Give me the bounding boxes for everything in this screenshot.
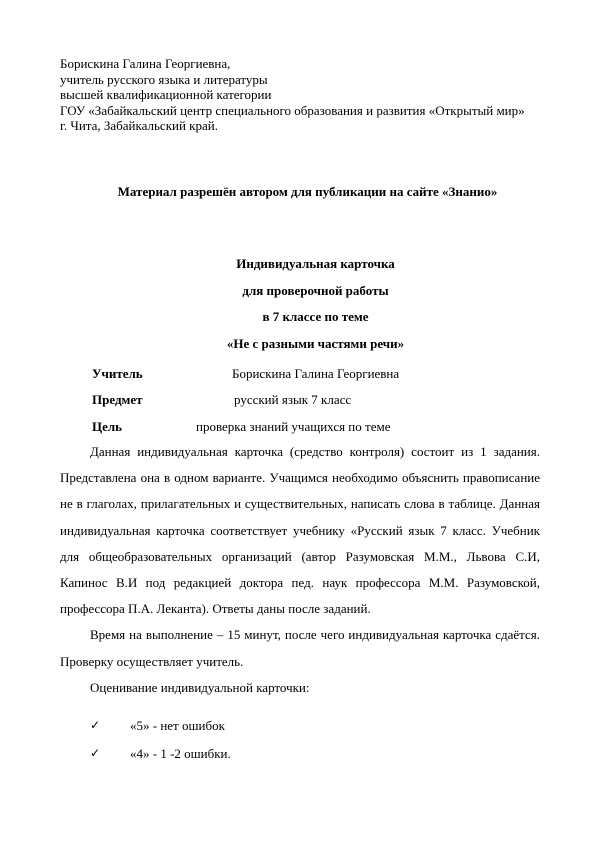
teacher-label: Учитель <box>92 366 143 381</box>
teacher-value: Борискина Галина Георгиевна <box>232 366 400 381</box>
description <box>60 439 540 701</box>
author-organization: ГОУ «Забайкальский центр специального образования и развития «Открытый мир» <box>60 102 525 118</box>
grading-item-text: «4» - 1 -2 ошибки. <box>130 746 231 761</box>
subject-label: Предмет <box>92 392 143 407</box>
title-line-4: «Не с разными частями речи» <box>226 335 405 351</box>
check-icon: ✓ <box>90 746 101 760</box>
publication-permission: Материал разрешён автором для публикации на сайте «Знанио» <box>117 184 498 199</box>
author-name: Борискина Галина Георгиевна, <box>60 56 231 71</box>
author-position: учитель русского языка и литературы <box>60 71 268 87</box>
title-line-2: для проверочной работы <box>242 282 389 298</box>
grading-item-text: «5» - нет ошибок <box>130 718 225 733</box>
grading-heading: Оценивание индивидуальной карточки: <box>90 679 310 695</box>
goal-label: Цель <box>92 419 123 434</box>
check-icon: ✓ <box>90 718 101 732</box>
subject-value: русский язык 7 класс <box>234 392 352 407</box>
description-paragraph-2: Время на выполнение – 15 минут, после чего индивидуальная карточка сдаётся. Проверку осуществляет учитель. <box>60 627 540 669</box>
goal-value: проверка знаний учащихся по теме <box>196 419 391 434</box>
author-city: г. Чита, Забайкальский край. <box>60 118 218 133</box>
description-paragraph-1: Данная индивидуальная карточка (средство контроля) состоит из 1 задания. Представлена она в одном варианте. Учащимся необходимо объяснить правописание не в глаголах, прилагательных и существительных, написать слова в таблице. Данная индивидуальная карточка соответствует учебнику «Русский язык 7 класс. Учебник для общеобразовательных организаций (автор Разумовская М.М., Львова С.И, Капинос В.И под редакцией доктора пед. наук профессора М.М. Разумовской, профессора П.А. Леканта). Ответы даны после заданий. <box>60 444 540 617</box>
author-info <box>60 56 540 134</box>
title-line-1: Индивидуальная карточка <box>236 256 395 271</box>
card-title <box>0 256 595 362</box>
author-category: высшей квалификационной категории <box>60 87 272 102</box>
title-line-3: в 7 классе по теме <box>262 309 369 324</box>
